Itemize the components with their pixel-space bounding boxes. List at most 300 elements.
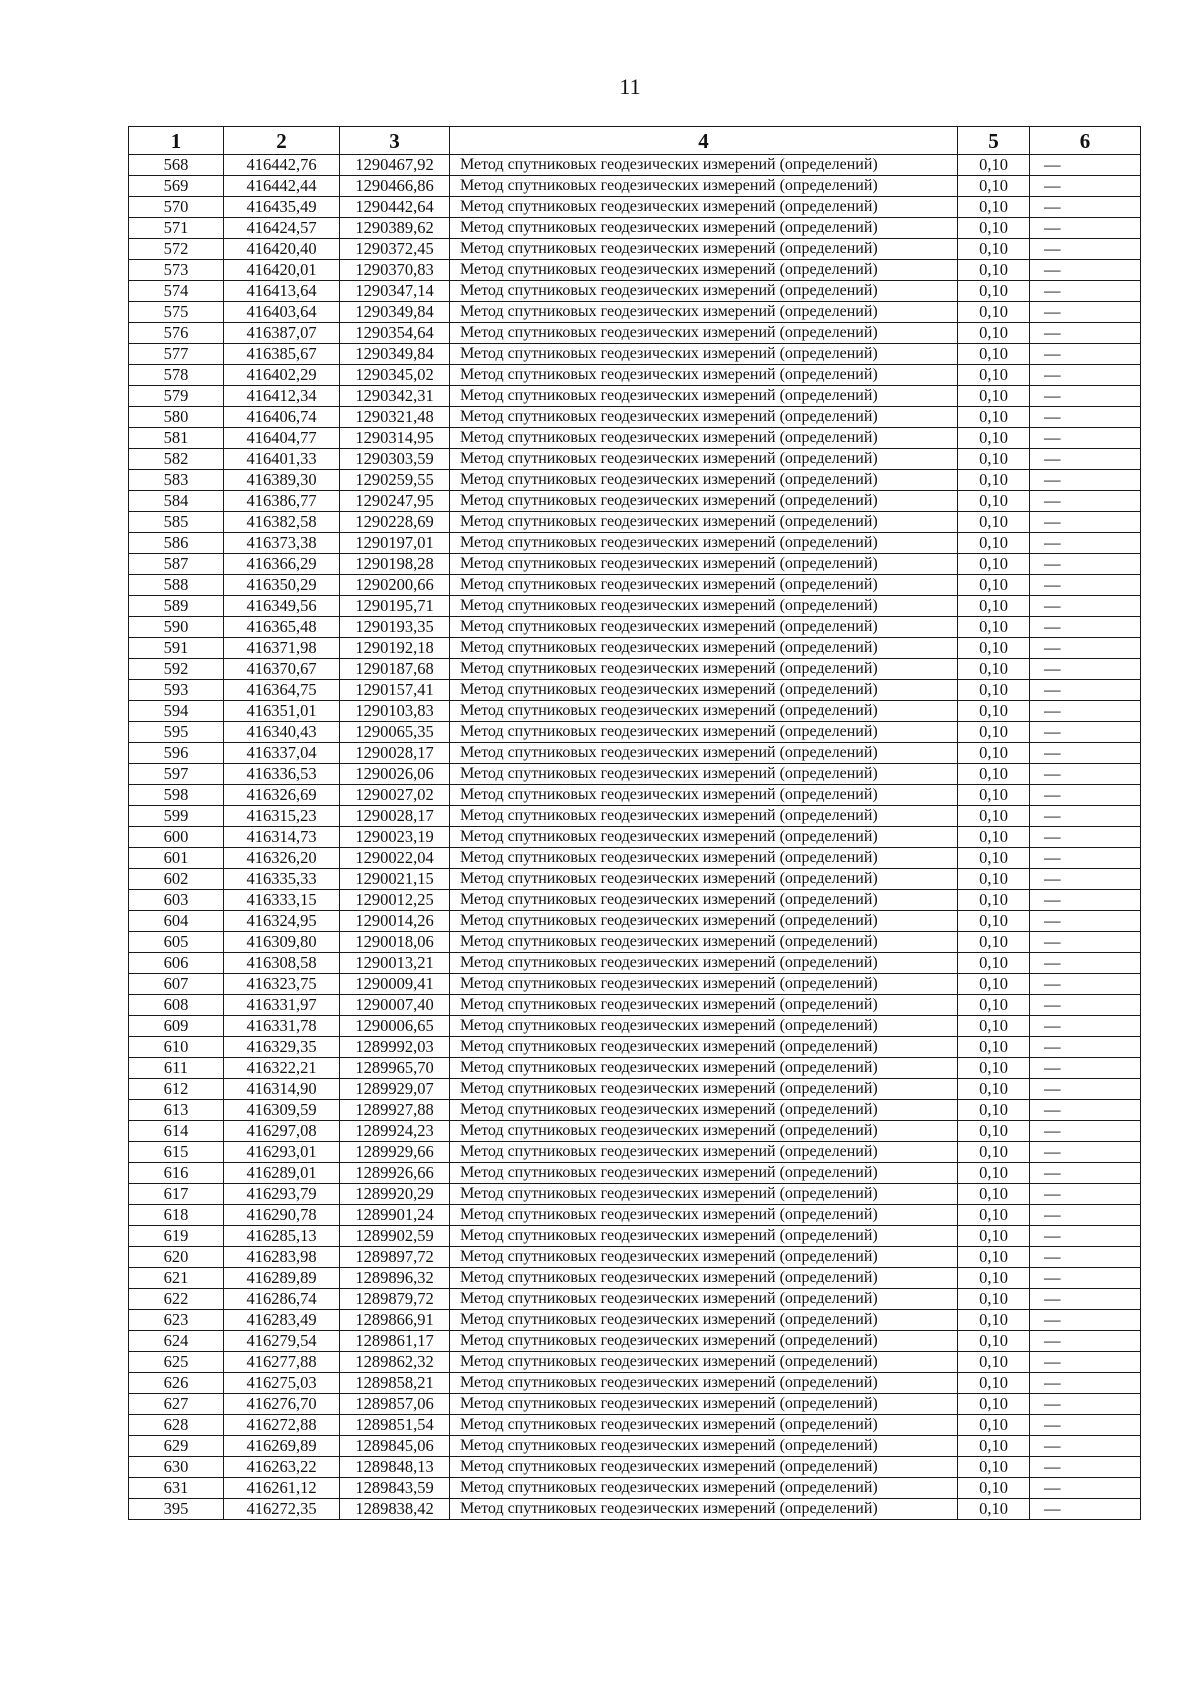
point-number-cell: 611	[129, 1058, 224, 1079]
x-coordinate-cell: 416386,77	[224, 491, 340, 512]
table-row	[129, 764, 1141, 785]
point-number-cell: 595	[129, 722, 224, 743]
y-coordinate-cell: 1289861,17	[340, 1331, 450, 1352]
method-cell: Метод спутниковых геодезических измерений (определений)	[450, 1226, 958, 1247]
method-cell: Метод спутниковых геодезических измерений (определений)	[450, 869, 958, 890]
x-coordinate-cell: 416337,04	[224, 743, 340, 764]
point-number-cell: 621	[129, 1268, 224, 1289]
point-number-cell: 591	[129, 638, 224, 659]
method-cell: Метод спутниковых геодезических измерений (определений)	[450, 1100, 958, 1121]
accuracy-cell: 0,10	[958, 743, 1030, 764]
y-coordinate-cell: 1290200,66	[340, 575, 450, 596]
point-number-cell: 570	[129, 197, 224, 218]
method-cell: Метод спутниковых геодезических измерений (определений)	[450, 323, 958, 344]
table-row	[129, 974, 1141, 995]
y-coordinate-cell: 1290027,02	[340, 785, 450, 806]
accuracy-cell: 0,10	[958, 1016, 1030, 1037]
accuracy-cell: 0,10	[958, 869, 1030, 890]
method-cell: Метод спутниковых геодезических измерений (определений)	[450, 407, 958, 428]
table-header-row	[129, 127, 1141, 155]
table-row	[129, 1310, 1141, 1331]
accuracy-cell: 0,10	[958, 764, 1030, 785]
table-row	[129, 407, 1141, 428]
y-coordinate-cell: 1290009,41	[340, 974, 450, 995]
y-coordinate-cell: 1290466,86	[340, 176, 450, 197]
note-cell: —	[1030, 1478, 1141, 1499]
method-cell: Метод спутниковых геодезических измерений (определений)	[450, 911, 958, 932]
method-cell: Метод спутниковых геодезических измерений (определений)	[450, 848, 958, 869]
y-coordinate-cell: 1290022,04	[340, 848, 450, 869]
accuracy-cell: 0,10	[958, 197, 1030, 218]
point-number-cell: 604	[129, 911, 224, 932]
note-cell: —	[1030, 827, 1141, 848]
x-coordinate-cell: 416269,89	[224, 1436, 340, 1457]
note-cell: —	[1030, 848, 1141, 869]
method-cell: Метод спутниковых геодезических измерений (определений)	[450, 197, 958, 218]
x-coordinate-cell: 416309,59	[224, 1100, 340, 1121]
accuracy-cell: 0,10	[958, 491, 1030, 512]
point-number-cell: 602	[129, 869, 224, 890]
x-coordinate-cell: 416336,53	[224, 764, 340, 785]
x-coordinate-cell: 416442,44	[224, 176, 340, 197]
note-cell: —	[1030, 596, 1141, 617]
method-cell: Метод спутниковых геодезических измерений (определений)	[450, 890, 958, 911]
y-coordinate-cell: 1290028,17	[340, 806, 450, 827]
x-coordinate-cell: 416261,12	[224, 1478, 340, 1499]
y-coordinate-cell: 1289858,21	[340, 1373, 450, 1394]
note-cell: —	[1030, 1457, 1141, 1478]
y-coordinate-cell: 1289879,72	[340, 1289, 450, 1310]
accuracy-cell: 0,10	[958, 155, 1030, 176]
x-coordinate-cell: 416277,88	[224, 1352, 340, 1373]
x-coordinate-cell: 416314,90	[224, 1079, 340, 1100]
point-number-cell: 597	[129, 764, 224, 785]
point-number-cell: 599	[129, 806, 224, 827]
method-cell: Метод спутниковых геодезических измерений (определений)	[450, 1268, 958, 1289]
note-cell: —	[1030, 1016, 1141, 1037]
point-number-cell: 600	[129, 827, 224, 848]
y-coordinate-cell: 1290345,02	[340, 365, 450, 386]
accuracy-cell: 0,10	[958, 617, 1030, 638]
table-row	[129, 281, 1141, 302]
method-cell: Метод спутниковых геодезических измерений (определений)	[450, 575, 958, 596]
point-number-cell: 620	[129, 1247, 224, 1268]
table-row	[129, 239, 1141, 260]
table-row	[129, 218, 1141, 239]
x-coordinate-cell: 416297,08	[224, 1121, 340, 1142]
point-number-cell: 601	[129, 848, 224, 869]
table-row	[129, 302, 1141, 323]
y-coordinate-cell: 1289965,70	[340, 1058, 450, 1079]
x-coordinate-cell: 416331,78	[224, 1016, 340, 1037]
note-cell: —	[1030, 1142, 1141, 1163]
point-number-cell: 571	[129, 218, 224, 239]
x-coordinate-cell: 416351,01	[224, 701, 340, 722]
y-coordinate-cell: 1289851,54	[340, 1415, 450, 1436]
point-number-cell: 585	[129, 512, 224, 533]
point-number-cell: 588	[129, 575, 224, 596]
note-cell: —	[1030, 1163, 1141, 1184]
note-cell: —	[1030, 911, 1141, 932]
note-cell: —	[1030, 680, 1141, 701]
accuracy-cell: 0,10	[958, 554, 1030, 575]
table-row	[129, 197, 1141, 218]
note-cell: —	[1030, 575, 1141, 596]
note-cell: —	[1030, 1268, 1141, 1289]
y-coordinate-cell: 1290314,95	[340, 428, 450, 449]
method-cell: Метод спутниковых геодезических измерений (определений)	[450, 1331, 958, 1352]
table-row	[129, 449, 1141, 470]
point-number-cell: 574	[129, 281, 224, 302]
accuracy-cell: 0,10	[958, 1478, 1030, 1499]
point-number-cell: 575	[129, 302, 224, 323]
method-cell: Метод спутниковых геодезических измерений (определений)	[450, 470, 958, 491]
method-cell: Метод спутниковых геодезических измерений (определений)	[450, 1058, 958, 1079]
method-cell: Метод спутниковых геодезических измерений (определений)	[450, 281, 958, 302]
y-coordinate-cell: 1290013,21	[340, 953, 450, 974]
y-coordinate-cell: 1290028,17	[340, 743, 450, 764]
method-cell: Метод спутниковых геодезических измерений (определений)	[450, 659, 958, 680]
x-coordinate-cell: 416290,78	[224, 1205, 340, 1226]
table-row	[129, 533, 1141, 554]
accuracy-cell: 0,10	[958, 1331, 1030, 1352]
point-number-cell: 579	[129, 386, 224, 407]
note-cell: —	[1030, 1205, 1141, 1226]
point-number-cell: 622	[129, 1289, 224, 1310]
x-coordinate-cell: 416349,56	[224, 596, 340, 617]
table-row	[129, 1331, 1141, 1352]
x-coordinate-cell: 416309,80	[224, 932, 340, 953]
x-coordinate-cell: 416366,29	[224, 554, 340, 575]
table-row	[129, 890, 1141, 911]
accuracy-cell: 0,10	[958, 533, 1030, 554]
table-row	[129, 722, 1141, 743]
point-number-cell: 627	[129, 1394, 224, 1415]
method-cell: Метод спутниковых геодезических измерений (определений)	[450, 155, 958, 176]
accuracy-cell: 0,10	[958, 1058, 1030, 1079]
note-cell: —	[1030, 176, 1141, 197]
column-header-2: 2	[224, 127, 340, 155]
x-coordinate-cell: 416413,64	[224, 281, 340, 302]
point-number-cell: 568	[129, 155, 224, 176]
accuracy-cell: 0,10	[958, 827, 1030, 848]
y-coordinate-cell: 1289920,29	[340, 1184, 450, 1205]
point-number-cell: 624	[129, 1331, 224, 1352]
table-row	[129, 1226, 1141, 1247]
method-cell: Метод спутниковых геодезических измерений (определений)	[450, 1205, 958, 1226]
x-coordinate-cell: 416420,01	[224, 260, 340, 281]
y-coordinate-cell: 1290157,41	[340, 680, 450, 701]
table-row	[129, 1247, 1141, 1268]
column-header-1: 1	[129, 127, 224, 155]
x-coordinate-cell: 416263,22	[224, 1457, 340, 1478]
x-coordinate-cell: 416387,07	[224, 323, 340, 344]
note-cell: —	[1030, 869, 1141, 890]
table-row	[129, 512, 1141, 533]
note-cell: —	[1030, 1037, 1141, 1058]
method-cell: Метод спутниковых геодезических измерений (определений)	[450, 1352, 958, 1373]
accuracy-cell: 0,10	[958, 218, 1030, 239]
x-coordinate-cell: 416314,73	[224, 827, 340, 848]
method-cell: Метод спутниковых геодезических измерений (определений)	[450, 1016, 958, 1037]
method-cell: Метод спутниковых геодезических измерений (определений)	[450, 1079, 958, 1100]
x-coordinate-cell: 416365,48	[224, 617, 340, 638]
x-coordinate-cell: 416370,67	[224, 659, 340, 680]
point-number-cell: 625	[129, 1352, 224, 1373]
y-coordinate-cell: 1289926,66	[340, 1163, 450, 1184]
accuracy-cell: 0,10	[958, 638, 1030, 659]
note-cell: —	[1030, 365, 1141, 386]
note-cell: —	[1030, 890, 1141, 911]
point-number-cell: 581	[129, 428, 224, 449]
y-coordinate-cell: 1290259,55	[340, 470, 450, 491]
x-coordinate-cell: 416326,69	[224, 785, 340, 806]
table-row	[129, 1415, 1141, 1436]
x-coordinate-cell: 416275,03	[224, 1373, 340, 1394]
point-number-cell: 615	[129, 1142, 224, 1163]
accuracy-cell: 0,10	[958, 260, 1030, 281]
accuracy-cell: 0,10	[958, 386, 1030, 407]
method-cell: Метод спутниковых геодезических измерений (определений)	[450, 1289, 958, 1310]
method-cell: Метод спутниковых геодезических измерений (определений)	[450, 512, 958, 533]
x-coordinate-cell: 416442,76	[224, 155, 340, 176]
x-coordinate-cell: 416371,98	[224, 638, 340, 659]
method-cell: Метод спутниковых геодезических измерений (определений)	[450, 932, 958, 953]
table-row	[129, 1142, 1141, 1163]
y-coordinate-cell: 1290192,18	[340, 638, 450, 659]
method-cell: Метод спутниковых геодезических измерений (определений)	[450, 176, 958, 197]
point-number-cell: 593	[129, 680, 224, 701]
accuracy-cell: 0,10	[958, 1310, 1030, 1331]
x-coordinate-cell: 416279,54	[224, 1331, 340, 1352]
table-row	[129, 1163, 1141, 1184]
note-cell: —	[1030, 281, 1141, 302]
note-cell: —	[1030, 491, 1141, 512]
x-coordinate-cell: 416435,49	[224, 197, 340, 218]
point-number-cell: 583	[129, 470, 224, 491]
point-number-cell: 616	[129, 1163, 224, 1184]
x-coordinate-cell: 416289,89	[224, 1268, 340, 1289]
note-cell: —	[1030, 1247, 1141, 1268]
point-number-cell: 590	[129, 617, 224, 638]
y-coordinate-cell: 1289838,42	[340, 1499, 450, 1520]
note-cell: —	[1030, 1352, 1141, 1373]
x-coordinate-cell: 416276,70	[224, 1394, 340, 1415]
method-cell: Метод спутниковых геодезических измерений (определений)	[450, 1163, 958, 1184]
y-coordinate-cell: 1289896,32	[340, 1268, 450, 1289]
y-coordinate-cell: 1290342,31	[340, 386, 450, 407]
method-cell: Метод спутниковых геодезических измерений (определений)	[450, 365, 958, 386]
accuracy-cell: 0,10	[958, 1499, 1030, 1520]
table-row	[129, 932, 1141, 953]
accuracy-cell: 0,10	[958, 1142, 1030, 1163]
note-cell: —	[1030, 743, 1141, 764]
table-row	[129, 1079, 1141, 1100]
table-row	[129, 617, 1141, 638]
accuracy-cell: 0,10	[958, 1373, 1030, 1394]
y-coordinate-cell: 1290187,68	[340, 659, 450, 680]
point-number-cell: 594	[129, 701, 224, 722]
note-cell: —	[1030, 1079, 1141, 1100]
note-cell: —	[1030, 1184, 1141, 1205]
y-coordinate-cell: 1290006,65	[340, 1016, 450, 1037]
accuracy-cell: 0,10	[958, 575, 1030, 596]
y-coordinate-cell: 1289843,59	[340, 1478, 450, 1499]
accuracy-cell: 0,10	[958, 1289, 1030, 1310]
x-coordinate-cell: 416293,01	[224, 1142, 340, 1163]
point-number-cell: 631	[129, 1478, 224, 1499]
method-cell: Метод спутниковых геодезических измерений (определений)	[450, 638, 958, 659]
accuracy-cell: 0,10	[958, 1037, 1030, 1058]
note-cell: —	[1030, 512, 1141, 533]
point-number-cell: 578	[129, 365, 224, 386]
table-row	[129, 1394, 1141, 1415]
table-row	[129, 365, 1141, 386]
table-row	[129, 1352, 1141, 1373]
note-cell: —	[1030, 1415, 1141, 1436]
note-cell: —	[1030, 554, 1141, 575]
table-row	[129, 995, 1141, 1016]
note-cell: —	[1030, 659, 1141, 680]
y-coordinate-cell: 1290007,40	[340, 995, 450, 1016]
table-row	[129, 491, 1141, 512]
note-cell: —	[1030, 1310, 1141, 1331]
accuracy-cell: 0,10	[958, 953, 1030, 974]
note-cell: —	[1030, 1373, 1141, 1394]
x-coordinate-cell: 416285,13	[224, 1226, 340, 1247]
y-coordinate-cell: 1290349,84	[340, 344, 450, 365]
method-cell: Метод спутниковых геодезических измерений (определений)	[450, 1142, 958, 1163]
table-row	[129, 554, 1141, 575]
accuracy-cell: 0,10	[958, 722, 1030, 743]
accuracy-cell: 0,10	[958, 365, 1030, 386]
x-coordinate-cell: 416373,38	[224, 533, 340, 554]
accuracy-cell: 0,10	[958, 512, 1030, 533]
x-coordinate-cell: 416272,35	[224, 1499, 340, 1520]
method-cell: Метод спутниковых геодезических измерений (определений)	[450, 386, 958, 407]
note-cell: —	[1030, 722, 1141, 743]
table-row	[129, 827, 1141, 848]
note-cell: —	[1030, 260, 1141, 281]
x-coordinate-cell: 416350,29	[224, 575, 340, 596]
note-cell: —	[1030, 344, 1141, 365]
x-coordinate-cell: 416293,79	[224, 1184, 340, 1205]
method-cell: Метод спутниковых геодезических измерений (определений)	[450, 953, 958, 974]
note-cell: —	[1030, 155, 1141, 176]
accuracy-cell: 0,10	[958, 323, 1030, 344]
note-cell: —	[1030, 1331, 1141, 1352]
point-number-cell: 610	[129, 1037, 224, 1058]
point-number-cell: 589	[129, 596, 224, 617]
table-row	[129, 869, 1141, 890]
point-number-cell: 608	[129, 995, 224, 1016]
note-cell: —	[1030, 1058, 1141, 1079]
point-number-cell: 628	[129, 1415, 224, 1436]
y-coordinate-cell: 1290228,69	[340, 512, 450, 533]
accuracy-cell: 0,10	[958, 995, 1030, 1016]
table-row	[129, 911, 1141, 932]
note-cell: —	[1030, 428, 1141, 449]
y-coordinate-cell: 1290372,45	[340, 239, 450, 260]
point-number-cell: 598	[129, 785, 224, 806]
y-coordinate-cell: 1289866,91	[340, 1310, 450, 1331]
accuracy-cell: 0,10	[958, 596, 1030, 617]
y-coordinate-cell: 1290193,35	[340, 617, 450, 638]
accuracy-cell: 0,10	[958, 911, 1030, 932]
method-cell: Метод спутниковых геодезических измерений (определений)	[450, 617, 958, 638]
note-cell: —	[1030, 974, 1141, 995]
table-row	[129, 575, 1141, 596]
column-header-3: 3	[340, 127, 450, 155]
column-header-5: 5	[958, 127, 1030, 155]
column-header-4: 4	[450, 127, 958, 155]
y-coordinate-cell: 1290354,64	[340, 323, 450, 344]
x-coordinate-cell: 416420,40	[224, 239, 340, 260]
y-coordinate-cell: 1290065,35	[340, 722, 450, 743]
y-coordinate-cell: 1289929,66	[340, 1142, 450, 1163]
x-coordinate-cell: 416404,77	[224, 428, 340, 449]
x-coordinate-cell: 416364,75	[224, 680, 340, 701]
x-coordinate-cell: 416403,64	[224, 302, 340, 323]
accuracy-cell: 0,10	[958, 659, 1030, 680]
method-cell: Метод спутниковых геодезических измерений (определений)	[450, 239, 958, 260]
point-number-cell: 612	[129, 1079, 224, 1100]
note-cell: —	[1030, 470, 1141, 491]
y-coordinate-cell: 1289862,32	[340, 1352, 450, 1373]
accuracy-cell: 0,10	[958, 1205, 1030, 1226]
y-coordinate-cell: 1290247,95	[340, 491, 450, 512]
table-row	[129, 344, 1141, 365]
note-cell: —	[1030, 806, 1141, 827]
y-coordinate-cell: 1290021,15	[340, 869, 450, 890]
table-row	[129, 1100, 1141, 1121]
method-cell: Метод спутниковых геодезических измерений (определений)	[450, 344, 958, 365]
x-coordinate-cell: 416308,58	[224, 953, 340, 974]
x-coordinate-cell: 416402,29	[224, 365, 340, 386]
y-coordinate-cell: 1289992,03	[340, 1037, 450, 1058]
table-row	[129, 848, 1141, 869]
note-cell: —	[1030, 953, 1141, 974]
y-coordinate-cell: 1289902,59	[340, 1226, 450, 1247]
method-cell: Метод спутниковых геодезических измерений (определений)	[450, 743, 958, 764]
accuracy-cell: 0,10	[958, 1163, 1030, 1184]
method-cell: Метод спутниковых геодезических измерений (определений)	[450, 722, 958, 743]
point-number-cell: 606	[129, 953, 224, 974]
method-cell: Метод спутниковых геодезических измерений (определений)	[450, 449, 958, 470]
x-coordinate-cell: 416401,33	[224, 449, 340, 470]
y-coordinate-cell: 1290026,06	[340, 764, 450, 785]
x-coordinate-cell: 416335,33	[224, 869, 340, 890]
y-coordinate-cell: 1290467,92	[340, 155, 450, 176]
table-row	[129, 1499, 1141, 1520]
point-number-cell: 605	[129, 932, 224, 953]
y-coordinate-cell: 1290023,19	[340, 827, 450, 848]
y-coordinate-cell: 1290321,48	[340, 407, 450, 428]
x-coordinate-cell: 416340,43	[224, 722, 340, 743]
method-cell: Метод спутниковых геодезических измерений (определений)	[450, 1310, 958, 1331]
accuracy-cell: 0,10	[958, 239, 1030, 260]
table-row	[129, 785, 1141, 806]
method-cell: Метод спутниковых геодезических измерений (определений)	[450, 302, 958, 323]
accuracy-cell: 0,10	[958, 302, 1030, 323]
point-number-cell: 582	[129, 449, 224, 470]
y-coordinate-cell: 1290303,59	[340, 449, 450, 470]
method-cell: Метод спутниковых геодезических измерений (определений)	[450, 218, 958, 239]
table-row	[129, 1478, 1141, 1499]
table-row	[129, 659, 1141, 680]
note-cell: —	[1030, 1499, 1141, 1520]
x-coordinate-cell: 416323,75	[224, 974, 340, 995]
